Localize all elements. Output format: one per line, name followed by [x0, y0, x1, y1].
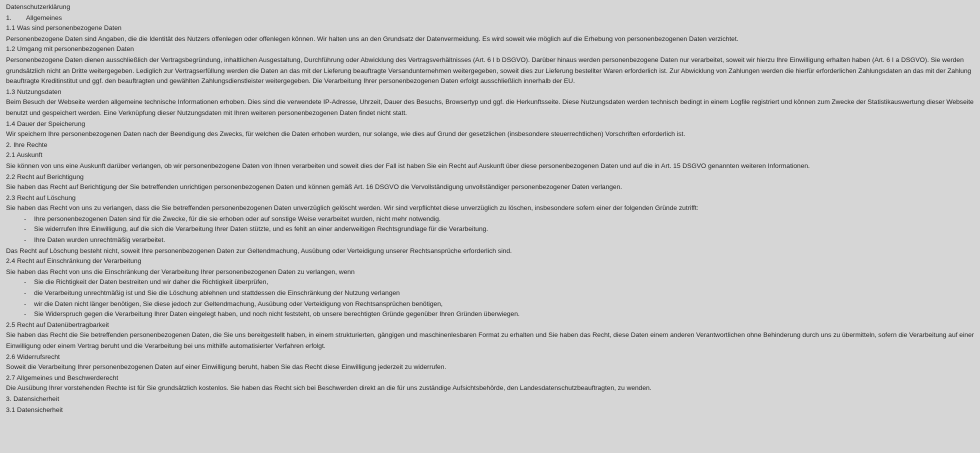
paragraph-2-5: Sie haben das Recht die Sie betreffenden personenbezogenen Daten, die Sie uns bereitgestellt haben, in einem strukturierten, gängigen und maschinenlesbaren Format zu erhalten und Sie haben das Recht, diese Daten einem anderen Verantwortlichen ohne Behinderung durch uns zu übermitteln, sofern die Verarbeitung auf einer Einwilligung oder einem Vertrag beruht und die Verarbeitung bei uns mithilfe automatisierter Verfahren erfolgt.	[6, 332, 974, 350]
heading-2-3: 2.3 Recht auf Löschung	[6, 194, 76, 202]
list-item: - Sie Widerspruch gegen die Verarbeitung Ihrer Daten eingelegt haben, und noch nicht feststeht, ob unsere berechtigten Gründe gegenüber Ihren Gründen überwiegen.	[24, 311, 520, 319]
paragraph-2-1: Sie können von uns eine Auskunft darüber verlangen, ob wir personenbezogene Daten von Ihnen verarbeiten und soweit dies der Fall ist haben Sie ein Recht auf Auskunft über diese personenbezogenen Daten und auf die in Art. 15 DSGVO genannten weiteren Informationen.	[6, 162, 810, 170]
list-item: - Ihre Daten wurden unrechtmäßig verarbeitet.	[24, 237, 166, 245]
section-1-number: 1.	[6, 14, 12, 22]
paragraph-2-3-after: Das Recht auf Löschung besteht nicht, soweit Ihre personenbezogenen Daten zur Geltendmachung, Ausübung oder Verteidigung unserer Rechtsansprüche erforderlich sind.	[6, 247, 512, 255]
heading-3: 3. Datensicherheit	[6, 395, 60, 403]
heading-3-1: 3.1 Datensicherheit	[6, 406, 63, 414]
heading-2: 2. Ihre Rechte	[6, 141, 48, 149]
paragraph-2-6: Soweit die Verarbeitung Ihrer personenbezogenen Daten auf einer Einwilligung beruht, haben Sie das Recht diese Einwilligung jederzeit zu widerrufen.	[6, 364, 447, 372]
list-item: - wir die Daten nicht länger benötigen, Sie diese jedoch zur Geltendmachung, Ausübung oder Verteidigung von Rechtsansprüchen benötigen,	[24, 300, 443, 308]
heading-1-2: 1.2 Umgang mit personenbezogenen Daten	[6, 46, 134, 54]
heading-1-1: 1.1 Was sind personenbezogene Daten	[6, 25, 122, 33]
heading-2-4: 2.4 Recht auf Einschränkung der Verarbeitung	[6, 258, 142, 266]
list-item: - Ihre personenbezogenen Daten sind für die Zwecke, für die sie erhoben oder auf sonstige Weise verarbeitet wurden, nicht mehr notwendig.	[24, 215, 441, 223]
paragraph-2-4: Sie haben das Recht von uns die Einschränkung der Verarbeitung Ihrer personenbezogenen Daten zu verlangen, wenn	[6, 268, 355, 276]
heading-2-1: 2.1 Auskunft	[6, 152, 43, 160]
document-title: Datenschutzerklärung	[6, 4, 71, 11]
paragraph-2-2: Sie haben das Recht auf Berichtigung der Sie betreffenden unrichtigen personenbezogenen Daten und können gemäß Art. 16 DSGVO die Vervollständigung unvollständiger personenbezogener Daten verlangen.	[6, 184, 623, 192]
paragraph-1-3: Beim Besuch der Webseite werden allgemeine technische Informationen erhoben. Dies sind die verwendete IP-Adresse, Uhrzeit, Dauer des Besuchs, Browsertyp und ggf. die Herkunftsseite. Diese Nutzungsdaten werden technisch bedingt in einem Logfile registriert und können zum Zwecke der Statistikauswertung dieser Webseite benutzt und gespeichert werden. Eine Verknüpfung dieser Nutzungsdaten mit Ihren weiteren personenbezogenen Daten findet nicht statt.	[6, 99, 974, 117]
paragraph-2-7: Die Ausübung Ihrer vorstehenden Rechte ist für Sie grundsätzlich kostenlos. Sie haben das Recht sich bei Beschwerden direkt an die für uns zuständige Aufsichtsbehörde, den Landesdatenschutzbeauftragten, zu wenden.	[6, 385, 652, 393]
paragraph-1-1: Personenbezogene Daten sind Angaben, die die Identität des Nutzers offenlegen oder offenlegen können. Wir halten uns an den Grundsatz der Datenvermeidung. Es wird soweit wie möglich auf die Erhebung von personenbezogenen Daten verzichtet.	[6, 35, 739, 43]
paragraph-1-4: Wir speichern Ihre personenbezogenen Daten nach der Beendigung des Zwecks, für welchen die Daten erhoben wurden, nur solange, wie dies auf Grund der gesetzlichen (insbesondere steuerrechtlichen) Vorschriften erforderlich ist.	[6, 131, 686, 139]
section-1-label: Allgemeines	[26, 14, 62, 22]
heading-2-5: 2.5 Recht auf Datenübertragbarkeit	[6, 321, 109, 329]
heading-2-2: 2.2 Recht auf Berichtigung	[6, 173, 84, 181]
list-item: - die Verarbeitung unrechtmäßig ist und Sie die Löschung ablehnen und stattdessen die Einschränkung der Nutzung verlangen	[24, 290, 400, 298]
heading-2-6: 2.6 Widerrufsrecht	[6, 353, 60, 361]
list-item: - Sie widerrufen Ihre Einwilligung, auf die sich die Verarbeitung Ihrer Daten stützte, und es fehlt an einer anderweitigen Rechtsgrundlage für die Verarbeitung.	[24, 226, 489, 234]
paragraph-1-2: Personenbezogene Daten dienen ausschließlich der Vertragsbegründung, inhaltlichen Ausgestaltung, Durchführung oder Abwicklung des Vertragsverhältnisses (Art. 6 I b DSGVO). Darüber hinaus werden personenbezogene Daten nur verarbeitet, soweit wir hierzu Ihre Einwilligung erhalten haben (Art. 6 I a DSGVO). Sie werden grundsätzlich nicht an Dritte weitergegeben. Lediglich zur Vertragserfüllung werden die Daten an das mit der Lieferung beauftragte Versandunternehmen weitergegeben, soweit dies zur Lieferung bestellter Waren erforderlich ist. Zur Abwicklung von Zahlungen werden die hierfür erforderlichen Zahlungsdaten an das mit der Zahlung beauftragte Kreditinstitut und ggf. den beauftragten und gewählten Zahlungsdienstleister weitergegeben. Die Verarbeitung Ihrer personenbezogenen Daten erfolgt ausschließlich innerhalb der EU.	[6, 56, 972, 86]
section-1-heading	[6, 14, 974, 25]
heading-1-4: 1.4 Dauer der Speicherung	[6, 120, 86, 128]
paragraph-2-3: Sie haben das Recht von uns zu verlangen, dass die Sie betreffenden personenbezogenen Daten unverzüglich gelöscht werden. Wir sind verpflichtet diese unverzüglich zu löschen, insbesondere sofern einer der folgenden Gründe zutrifft:	[6, 205, 699, 213]
heading-2-7: 2.7 Allgemeines und Beschwerderecht	[6, 374, 119, 382]
list-item: - Sie die Richtigkeit der Daten bestreiten und wir daher die Richtigkeit überprüfen,	[24, 279, 269, 287]
heading-1-3: 1.3 Nutzungsdaten	[6, 88, 62, 96]
